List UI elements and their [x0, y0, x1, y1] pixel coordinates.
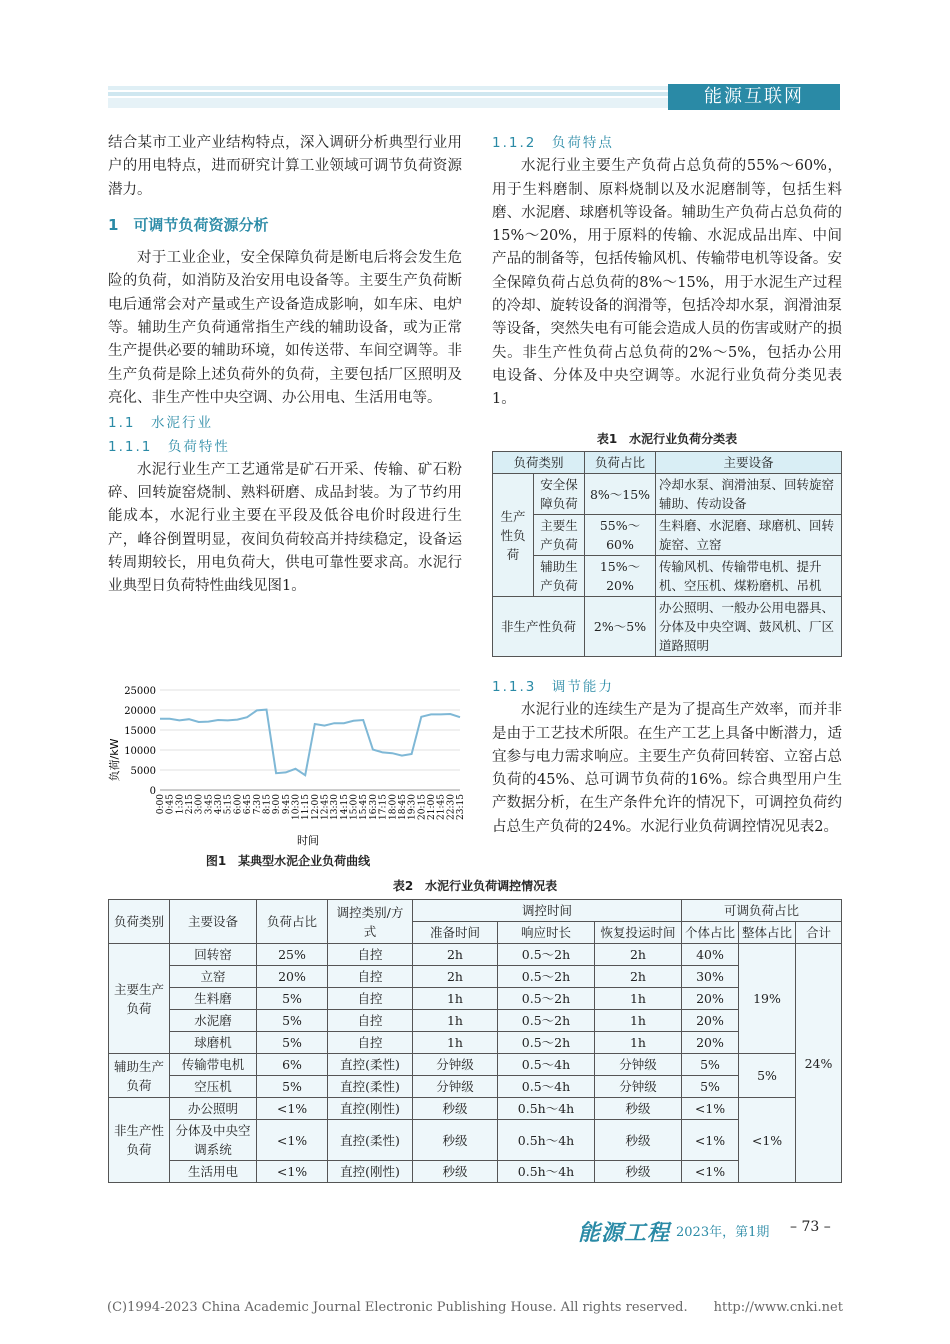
table2-ratio: 5%: [257, 988, 328, 1010]
table2-method: 直控(柔性): [328, 1120, 413, 1161]
x-tick-label: 3:00: [194, 794, 205, 815]
x-tick-label: 4:30: [214, 794, 225, 815]
table-row: [493, 474, 842, 515]
table2-method: 自控: [328, 1010, 413, 1032]
y-tick-label: 15000: [124, 726, 156, 737]
table2-ratio: <1%: [257, 1098, 328, 1120]
table2-indiv-ratio: 20%: [682, 1010, 739, 1032]
table2-prep-time: 秒级: [413, 1098, 498, 1120]
table2-recover-time: 1h: [595, 1010, 682, 1032]
x-tick-label: 6:00: [233, 794, 244, 815]
y-tick-label: 25000: [124, 686, 156, 697]
x-tick-label: 19:30: [407, 794, 418, 820]
table-row: [109, 966, 842, 988]
x-tick-label: 6:45: [243, 794, 254, 815]
table2-recover-time: 秒级: [595, 1120, 682, 1161]
table2-prep-time: 秒级: [413, 1161, 498, 1183]
right-column: [492, 132, 842, 412]
table2-header: 响应时长: [498, 922, 595, 944]
x-axis-label: 时间: [297, 834, 319, 847]
copyright-notice: (C)1994-2023 China Academic Journal Electronic Publishing House. All rights reserved. http://www.cnki.net: [107, 1300, 843, 1315]
table2-method: 直控(柔性): [328, 1076, 413, 1098]
table2-header: 调控类别/方式: [328, 900, 413, 944]
table-row: [109, 944, 842, 966]
heading-1-1-2: 1.1.2 负荷特点: [492, 135, 614, 151]
table2-method: 直控(刚性): [328, 1098, 413, 1120]
table-row: [109, 1098, 842, 1120]
table2-device: 回转窑: [170, 944, 257, 966]
table2-indiv-ratio: 5%: [682, 1076, 739, 1098]
x-tick-label: 17:15: [378, 794, 389, 820]
table2-recover-time: 2h: [595, 966, 682, 988]
x-tick-label: 21:45: [436, 794, 447, 820]
table2-indiv-ratio: <1%: [682, 1161, 739, 1183]
table-row: [109, 1161, 842, 1183]
table2-prep-time: 1h: [413, 988, 498, 1010]
table-row: [109, 988, 842, 1010]
table2-indiv-ratio: <1%: [682, 1098, 739, 1120]
table-row: [109, 1032, 842, 1054]
table2-ratio: <1%: [257, 1161, 328, 1183]
table2-header: 可调负荷占比: [682, 900, 842, 922]
table2-category: 非生产性负荷: [109, 1098, 170, 1183]
table1-caption: 表1 水泥行业负荷分类表: [596, 432, 738, 446]
journal-issue: 2023年，第1期: [676, 1225, 770, 1240]
section1-paragraph: 对于工业企业，安全保障负荷是断电后将会发生危险的负荷，如消防及治安用电设备等。主要生产负荷断电后通常会对产量或生产设备造成影响，如车床、电炉等。辅助生产负荷通常指生产线的辅助设备，或为正常生产提供必要的辅助环境，如传送带、车间空调等。非生产负荷是除上述负荷外的负荷，主要包括厂区照明及亮化、非生产性中央空调、办公用电、生活用电等。: [108, 250, 462, 406]
table2-header: 准备时间: [413, 922, 498, 944]
table2-header: 调控时间: [413, 900, 682, 922]
table2-header: 整体占比: [739, 922, 796, 944]
x-tick-label: 16:30: [368, 794, 379, 820]
table2-method: 自控: [328, 944, 413, 966]
table1-devices: 生料磨、水泥磨、球磨机、回转旋窑、立窑: [656, 515, 842, 556]
page-number: – 73 –: [790, 1219, 831, 1235]
header-decor-band: [108, 86, 668, 108]
table-row: [109, 1076, 842, 1098]
series-line-load: [160, 710, 460, 776]
x-tick-label: 14:15: [339, 794, 350, 820]
right-column-lower: [492, 676, 842, 839]
table2-response-time: 0.5h～4h: [498, 1161, 595, 1183]
table2-overall-ratio: <1%: [739, 1098, 796, 1183]
table2-prep-time: 秒级: [413, 1120, 498, 1161]
table2-response-time: 0.5～2h: [498, 1032, 595, 1054]
table1-load-classification: [492, 451, 842, 657]
section-label: 能源互联网: [668, 84, 840, 110]
table-row: [109, 1054, 842, 1076]
table2-method: 直控(刚性): [328, 1161, 413, 1183]
x-tick-label: 9:00: [272, 794, 283, 815]
table2-recover-time: 秒级: [595, 1098, 682, 1120]
table2-indiv-ratio: 30%: [682, 966, 739, 988]
y-axis-label: 负荷/kW: [108, 738, 121, 782]
table1-nonprod-label: 非生产性负荷: [493, 597, 585, 657]
x-tick-label: 3:45: [204, 794, 215, 815]
x-tick-label: 5:15: [223, 794, 234, 815]
table2-indiv-ratio: <1%: [682, 1120, 739, 1161]
x-tick-label: 0:45: [165, 794, 176, 815]
table2-device: 水泥磨: [170, 1010, 257, 1032]
table2-recover-time: 分钟级: [595, 1054, 682, 1076]
table1-header: 负荷占比: [585, 452, 656, 474]
table2-device: 生料磨: [170, 988, 257, 1010]
table-row: [493, 556, 842, 597]
table2-total: 24%: [796, 944, 842, 1183]
journal-logo: 能源工程: [578, 1220, 671, 1246]
table2-method: 直控(柔性): [328, 1054, 413, 1076]
table2-response-time: 0.5～4h: [498, 1054, 595, 1076]
table1-group-label: 生产性负荷: [493, 474, 534, 597]
table1-ratio: 8%～15%: [585, 474, 656, 515]
table2-indiv-ratio: 5%: [682, 1054, 739, 1076]
table1-ratio: 2%～5%: [585, 597, 656, 657]
y-tick-label: 5000: [130, 766, 156, 777]
heading-1-1-3: 1.1.3 调节能力: [492, 679, 614, 695]
table2-recover-time: 1h: [595, 1032, 682, 1054]
table2-method: 自控: [328, 966, 413, 988]
table2-recover-time: 秒级: [595, 1161, 682, 1183]
table1-header: 主要设备: [656, 452, 842, 474]
load-curve-chart: [108, 680, 468, 850]
table2-response-time: 0.5h～4h: [498, 1120, 595, 1161]
table1-ratio: 55%～60%: [585, 515, 656, 556]
table-row: [109, 1010, 842, 1032]
x-tick-label: 22:30: [446, 794, 457, 820]
table2-load-regulation: [108, 899, 842, 1183]
y-tick-label: 20000: [124, 706, 156, 717]
paragraph-1-1-2: 水泥行业主要生产负荷占总负荷的55%～60%，用于生料磨制、原料烧制以及水泥磨制等，包括生料磨、水泥磨、球磨机等设备。辅助生产负荷占总负荷的15%～20%，用于原料的传输、水泥成品出库、中间产品的制备等，包括传输风机、传输带电机等设备。安全保障负荷占总负荷的8%～15%，用于水泥生产过程的冷却、旋转设备的润滑等，包括冷却水泵，润滑油泵等设备，突然失电有可能会造成人员的伤害或财产的损失。非生产性负荷占总负荷的2%～5%，包括办公用电设备、分体及中央空调等。水泥行业负荷分类见表1。: [492, 158, 842, 408]
table2-response-time: 0.5～2h: [498, 988, 595, 1010]
x-tick-label: 10:30: [291, 794, 302, 820]
table2-header: 合计: [796, 922, 842, 944]
table2-device: 办公照明: [170, 1098, 257, 1120]
x-tick-label: 2:15: [185, 794, 196, 815]
table2-response-time: 0.5～2h: [498, 966, 595, 988]
table2-header: 负荷占比: [257, 900, 328, 944]
table2-ratio: 20%: [257, 966, 328, 988]
x-tick-label: 20:15: [417, 794, 428, 820]
paragraph-1-1-3: 水泥行业的连续生产是为了提高生产效率，而并非是由于工艺技术所限。在生产工艺上具备中断潜力，适宜参与电力需求响应。主要生产负荷回转窑、立窑占总负荷的45%、总可调节负荷的16%。综合典型用户生产数据分析，在生产条件允许的情况下，可调控负荷约占总生产负荷的24%。水泥行业负荷调控情况见表2。: [492, 702, 842, 835]
table1-devices: 办公照明、一般办公用电器具、分体及中央空调、鼓风机、厂区道路照明: [656, 597, 842, 657]
table2-ratio: <1%: [257, 1120, 328, 1161]
x-tick-label: 18:45: [397, 794, 408, 820]
table2-header: 主要设备: [170, 900, 257, 944]
table2-header-row: [109, 900, 842, 922]
table2-category: 辅助生产负荷: [109, 1054, 170, 1098]
x-tick-label: 9:45: [281, 794, 292, 815]
table-row: [493, 597, 842, 657]
x-tick-label: 7:30: [252, 794, 263, 815]
x-tick-label: 12:45: [320, 794, 331, 820]
heading-1-1-1: 1.1.1 负荷特性: [108, 438, 230, 455]
table-row: [493, 515, 842, 556]
table2-method: 自控: [328, 988, 413, 1010]
table2-device: 生活用电: [170, 1161, 257, 1183]
x-tick-label: 0:00: [156, 794, 166, 815]
table2-recover-time: 分钟级: [595, 1076, 682, 1098]
table2-device: 立窑: [170, 966, 257, 988]
table2-ratio: 5%: [257, 1010, 328, 1032]
table2-prep-time: 2h: [413, 944, 498, 966]
table2-ratio: 6%: [257, 1054, 328, 1076]
x-tick-label: 15:00: [349, 794, 360, 820]
table-row: [109, 1120, 842, 1161]
table2-header: 负荷类别: [109, 900, 170, 944]
table2-ratio: 5%: [257, 1032, 328, 1054]
table2-indiv-ratio: 20%: [682, 988, 739, 1010]
table2-overall-ratio: 5%: [739, 1054, 796, 1098]
x-tick-label: 11:15: [301, 794, 312, 820]
y-tick-label: 10000: [124, 746, 156, 757]
table2-response-time: 0.5h～4h: [498, 1098, 595, 1120]
table2-recover-time: 1h: [595, 988, 682, 1010]
table1-ratio: 15%～20%: [585, 556, 656, 597]
heading-1-1: 1.1 水泥行业: [108, 415, 213, 432]
table2-header: 恢复投运时间: [595, 922, 682, 944]
x-tick-label: 21:00: [426, 794, 437, 820]
section1-heading: 1 可调节负荷资源分析: [108, 215, 269, 234]
table2-indiv-ratio: 40%: [682, 944, 739, 966]
paragraph-1-1-1: 水泥行业生产工艺通常是矿石开采、传输、矿石粉碎、回转旋窑烧制、熟料研磨、成品封装。为了节约用能成本，水泥行业主要在平段及低谷电价时段进行生产，峰谷倒置明显，夜间负荷较高并持续稳定，设备运转周期较长，用电负荷大，供电可靠性要求高。水泥行业典型日负荷特性曲线见图1。: [108, 461, 462, 595]
x-tick-label: 1:30: [175, 794, 186, 815]
table2-device: 分体及中央空调系统: [170, 1120, 257, 1161]
left-column: [108, 132, 462, 599]
table1-header-row: [493, 452, 842, 474]
x-tick-label: 8:15: [262, 794, 273, 815]
intro-paragraph: 结合某市工业产业结构特点，深入调研分析典型行业用户的用电特点，进而研究计算工业领域可调节负荷资源潜力。: [108, 135, 462, 198]
table2-response-time: 0.5～4h: [498, 1076, 595, 1098]
x-tick-label: 18:00: [388, 794, 399, 820]
figure1-caption: 图1 某典型水泥企业负荷曲线: [205, 854, 371, 868]
x-tick-label: 13:30: [330, 794, 341, 820]
x-tick-label: 23:15: [456, 794, 466, 820]
table2-category: 主要生产负荷: [109, 944, 170, 1054]
table2-header: 个体占比: [682, 922, 739, 944]
table2-response-time: 0.5～2h: [498, 1010, 595, 1032]
table1-subcategory: 主要生产负荷: [534, 515, 585, 556]
table1-devices: 传输风机、传输带电机、提升机、空压机、煤粉磨机、吊机: [656, 556, 842, 597]
table2-device: 球磨机: [170, 1032, 257, 1054]
table1-subcategory: 辅助生产负荷: [534, 556, 585, 597]
table2-method: 自控: [328, 1032, 413, 1054]
y-tick-label: 0: [149, 786, 156, 797]
table2-overall-ratio: 19%: [739, 944, 796, 1054]
table2-response-time: 0.5～2h: [498, 944, 595, 966]
table2-prep-time: 1h: [413, 1032, 498, 1054]
x-tick-label: 15:45: [359, 794, 370, 820]
table2-device: 传输带电机: [170, 1054, 257, 1076]
table2-device: 空压机: [170, 1076, 257, 1098]
table1-subcategory: 安全保障负荷: [534, 474, 585, 515]
table2-prep-time: 分钟级: [413, 1054, 498, 1076]
table2-indiv-ratio: 20%: [682, 1032, 739, 1054]
x-tick-label: 12:00: [310, 794, 321, 820]
table2-recover-time: 2h: [595, 944, 682, 966]
table2-caption: 表2 水泥行业负荷调控情况表: [392, 879, 558, 893]
table1-header: 负荷类别: [493, 452, 585, 474]
table2-prep-time: 分钟级: [413, 1076, 498, 1098]
table2-ratio: 25%: [257, 944, 328, 966]
table2-ratio: 5%: [257, 1076, 328, 1098]
table2-prep-time: 2h: [413, 966, 498, 988]
table2-prep-time: 1h: [413, 1010, 498, 1032]
table1-devices: 冷却水泵、润滑油泵、回转旋窑辅助、传动设备: [656, 474, 842, 515]
